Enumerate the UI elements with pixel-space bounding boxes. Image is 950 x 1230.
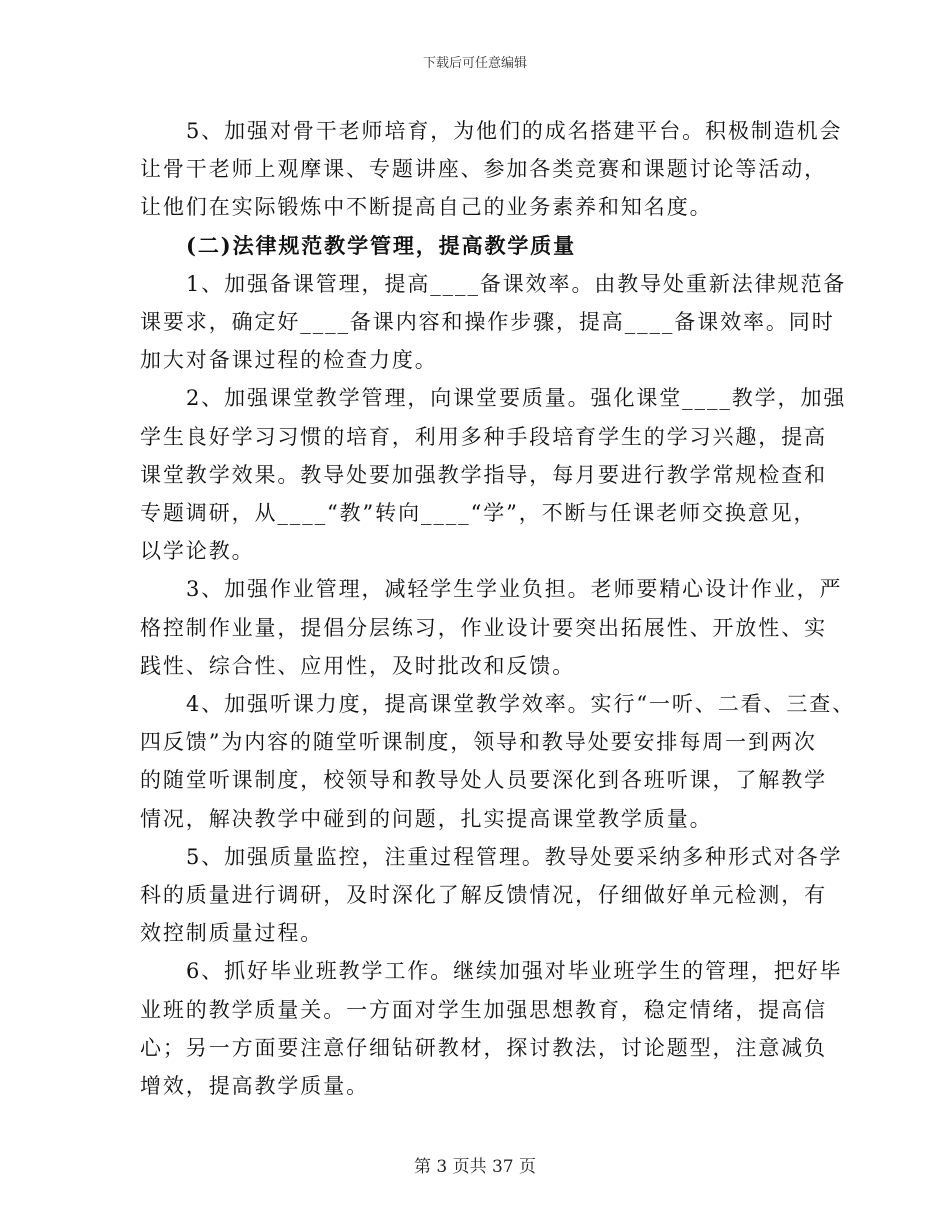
paragraph-quality-monitoring xyxy=(140,838,843,953)
paragraph-line: 效控制质量过程。 xyxy=(140,921,324,946)
paragraph-line: 课堂教学效果。教导处要加强教学指导，每月要进行教学常规检查和 xyxy=(140,462,827,487)
paragraph-line: 2、加强课堂教学管理，向课堂要质量。强化课堂____教学，加强 xyxy=(186,386,847,411)
paragraph-line: 让他们在实际锻炼中不断提高自己的业务素养和知名度。 xyxy=(140,195,713,220)
paragraph-classroom xyxy=(140,379,847,570)
paragraph-line: 情况，解决教学中碰到的问题，扎实提高课堂教学质量。 xyxy=(140,806,713,831)
paragraph-line: 加大对备课过程的检查力度。 xyxy=(140,348,438,373)
paragraph-line: 增效，提高教学质量。 xyxy=(140,1074,369,1099)
section-heading xyxy=(140,227,820,265)
paragraph-line: 格控制作业量，提倡分层练习，作业设计要突出拓展性、开放性、实 xyxy=(140,615,827,640)
paragraph-line: 5、加强质量监控，注重过程管理。教导处要采纳多种形式对各学 xyxy=(186,844,843,869)
paragraph-line: 以学论教。 xyxy=(140,539,255,564)
paragraph-line: 的随堂听课制度，校领导和教导处人员要深化到各班听课，了解教学 xyxy=(140,768,827,793)
paragraph-line: 专题调研，从____“教”转向____“学”，不断与任课老师交换意见， xyxy=(140,501,817,526)
document-body xyxy=(140,112,856,1105)
paragraph-line: 让骨干老师上观摩课、专题讲座、参加各类竞赛和课题讨论等活动， xyxy=(140,157,827,182)
paragraph-graduating-class xyxy=(140,952,843,1105)
paragraph-line: 1、加强备课管理，提高____备课效率。由教导处重新法律规范备 xyxy=(186,271,847,296)
paragraph-line: 践性、综合性、应用性，及时批改和反馈。 xyxy=(140,653,576,678)
paragraph-line: 学生良好学习习惯的培育，利用多种手段培育学生的学习兴趣，提高 xyxy=(140,424,827,449)
paragraph-line: 业班的教学质量关。一方面对学生加强思想教育，稳定情绪，提高信 xyxy=(140,997,827,1022)
paragraph-lesson-observation xyxy=(140,685,856,838)
paragraph-line: 5、加强对骨干老师培育，为他们的成名搭建平台。积极制造机会 xyxy=(186,119,843,143)
paragraph-line: 课要求，确定好____备课内容和操作步骤，提高____备课效率。同时 xyxy=(140,310,835,335)
paragraph-line: 心；另一方面要注意仔细钻研教材，探讨教法，讨论题型，注意减负 xyxy=(140,1035,827,1060)
paragraph-homework xyxy=(140,570,843,685)
paragraph-line: 4、加强听课力度，提高课堂教学效率。实行“一听、二看、三查、 xyxy=(186,692,856,717)
paragraph-line: 6、抓好毕业班教学工作。继续加强对毕业班学生的管理，把好毕 xyxy=(186,959,843,984)
page-header: 下载后可任意编辑 xyxy=(422,56,527,71)
paragraph-lesson-prep xyxy=(140,265,847,380)
paragraph-line: 四反馈”为内容的随堂听课制度，领导和教导处要安排每周一到两次 xyxy=(140,730,817,755)
page-number-footer: 第 3 页共 37 页 xyxy=(413,1157,537,1177)
section-heading-text: (二)法律规范教学管理，提高教学质量 xyxy=(186,232,577,258)
paragraph-teacher-training xyxy=(140,112,843,227)
paragraph-line: 3、加强作业管理，减轻学生学业负担。老师要精心设计作业，严 xyxy=(186,577,843,602)
paragraph-line: 科的质量进行调研，及时深化了解反馈情况，仔细做好单元检测，有 xyxy=(140,883,827,908)
